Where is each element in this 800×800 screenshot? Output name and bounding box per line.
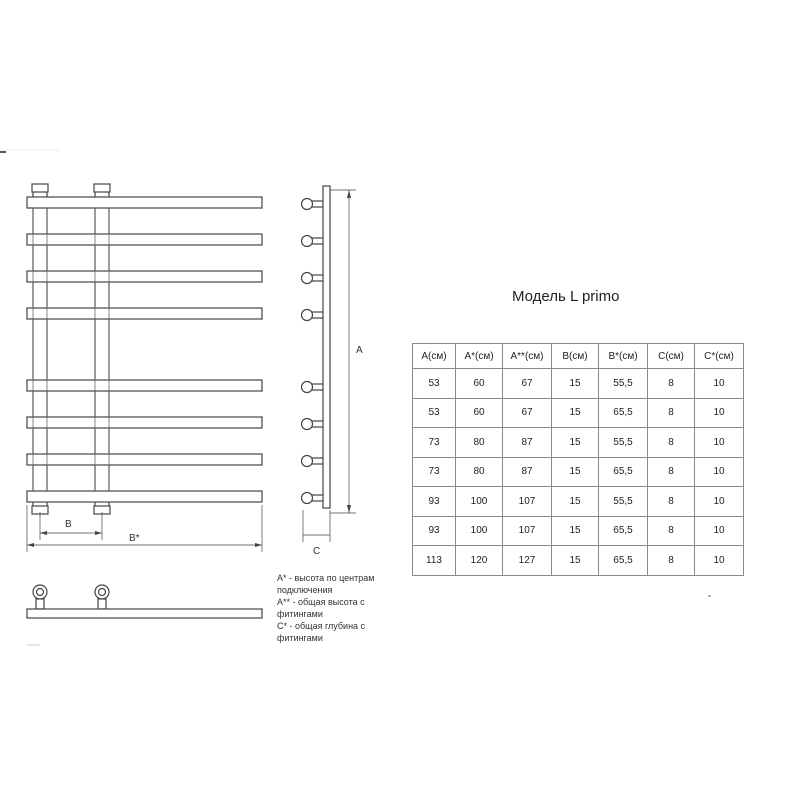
top-view [27,585,262,645]
dimension-label-a: A [356,345,363,356]
table-cell: 67 [503,369,552,399]
table-cell: 100 [456,516,503,546]
table-cell: 8 [648,487,695,517]
header-c-star: C*(см) [695,344,744,369]
side-view [302,186,357,542]
table-cell: 15 [552,398,599,428]
model-title: Модель L primo [512,288,620,305]
header-a-double-star: A**(см) [503,344,552,369]
header-b-star: B*(см) [599,344,648,369]
legend-item-a-double-star: A** - общая высота с фитингами [277,597,365,619]
table-cell: 107 [503,516,552,546]
table-cell: 15 [552,457,599,487]
table-cell: 10 [695,369,744,399]
table-cell: 80 [456,457,503,487]
table-cell: 60 [456,369,503,399]
front-view [27,184,262,552]
table-cell: 127 [503,546,552,576]
table-cell: 113 [413,546,456,576]
table-cell: 73 [413,457,456,487]
table-cell: 107 [503,487,552,517]
table-cell: 10 [695,516,744,546]
table-cell: 8 [648,369,695,399]
table-cell: 65,5 [599,398,648,428]
table-cell: 15 [552,516,599,546]
table-row [413,457,744,487]
table-row [413,546,744,576]
header-a-star: A*(см) [456,344,503,369]
table-cell: 15 [552,428,599,458]
table-cell: 15 [552,369,599,399]
table-cell: 8 [648,428,695,458]
table-cell: 15 [552,487,599,517]
table-cell: 67 [503,398,552,428]
header-a: A(см) [413,344,456,369]
table-row [413,369,744,399]
table-header-row [413,344,744,369]
table-cell: 87 [503,457,552,487]
table-cell: 93 [413,487,456,517]
table-cell: 8 [648,516,695,546]
dimension-label-c: C [313,546,321,557]
table-cell: 73 [413,428,456,458]
table-cell: 10 [695,457,744,487]
table-cell: 10 [695,487,744,517]
table-cell: 8 [648,398,695,428]
dimension-label-b: B [65,519,72,530]
table-cell: 80 [456,428,503,458]
table-cell: 120 [456,546,503,576]
table-row [413,428,744,458]
header-b: B(см) [552,344,599,369]
table-cell: 65,5 [599,457,648,487]
table-cell: 55,5 [599,487,648,517]
table-row [413,398,744,428]
table-cell: 55,5 [599,369,648,399]
table-cell: 15 [552,546,599,576]
table-cell: 55,5 [599,428,648,458]
legend [277,572,397,644]
table-cell: 87 [503,428,552,458]
legend-item-a-star: A* - высота по центрам подключения [277,573,375,595]
table-cell: 100 [456,487,503,517]
table-cell: 60 [456,398,503,428]
table-cell: 53 [413,398,456,428]
table-cell: 93 [413,516,456,546]
table-row [413,487,744,517]
table-row [413,516,744,546]
table-cell: 53 [413,369,456,399]
table-cell: 10 [695,398,744,428]
table-cell: 65,5 [599,516,648,546]
dimension-label-b-star: B* [129,533,140,544]
table-cell: 8 [648,457,695,487]
legend-item-c-star: C* - общая глубина с фитингами [277,621,366,643]
spec-table [412,343,744,576]
table-cell: 65,5 [599,546,648,576]
table-cell: 8 [648,546,695,576]
table-cell: 10 [695,428,744,458]
header-c: C(см) [648,344,695,369]
table-cell: 10 [695,546,744,576]
